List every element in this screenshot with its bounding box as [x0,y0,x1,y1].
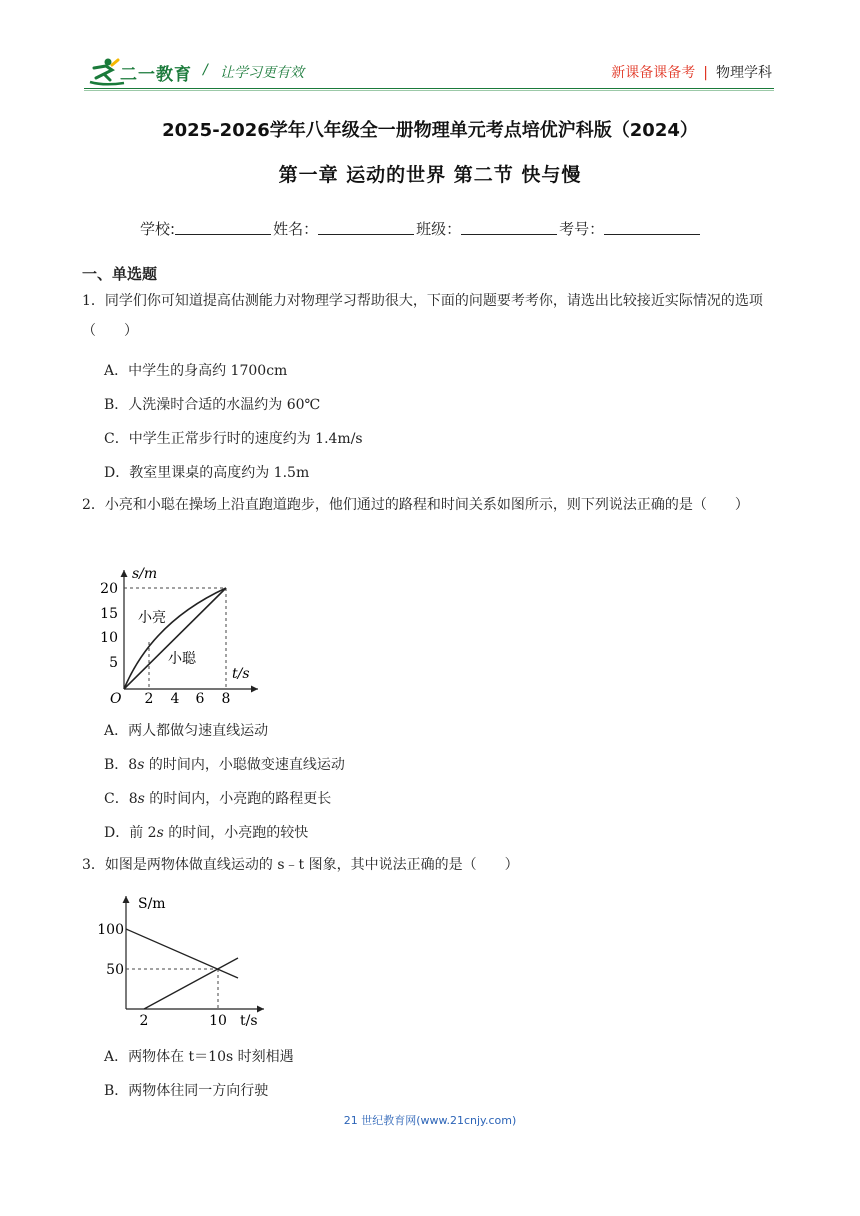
slogan: 让学习更有效 [220,65,304,81]
name-label: 姓名： [273,220,319,238]
header-course-label: 新课备课备考 [611,65,696,81]
question-3 [82,850,782,880]
section-heading: 一、单选题 [82,265,158,283]
header-right [611,62,772,82]
option-text: C．8 [104,791,138,807]
x-axis-label: t/s [232,666,250,682]
x-tick: 2 [144,691,154,707]
q1-option-d[interactable]: D．教室里课桌的高度约为 1.5m [104,465,310,481]
exam-no-field[interactable] [604,218,700,235]
q3-option-a[interactable]: A．两物体在 t＝10s 时刻相遇 [104,1049,294,1065]
object-a-line [126,929,238,978]
q2-option-a[interactable] [104,720,268,740]
header-pipe: | [703,65,708,81]
x-tick: 8 [221,691,231,707]
q2-figure [100,562,270,707]
curve-label: 小亮 [138,610,166,626]
page-header [0,0,860,100]
y-tick: 100 [97,922,124,938]
q2-option-c[interactable] [104,788,331,808]
page-footer[interactable]: 21 世纪教育网(www.21cnjy.com) [343,1114,517,1127]
x-tick: 2 [139,1013,149,1029]
q1-option-a[interactable]: A．中学生的身高约 1700cm [104,363,288,379]
question-text: 小亮和小聪在操场上沿直跑道跑步，他们通过的路程和时间关系如图所示，则下列说法正确的是（ ） [104,497,749,513]
exam-no-label: 考号： [559,220,605,238]
question-number: 2． [82,497,105,513]
option-text: 的时间，小亮跑的较快 [163,825,309,841]
q3-figure [97,892,270,1034]
y-axis-label: s/m [132,566,158,582]
q2-option-b[interactable] [104,754,345,774]
x-tick: 4 [170,691,180,707]
question-text: 如图是两物体做直线运动的 s﹣t 图象，其中说法正确的是（ ） [104,857,519,873]
x-tick: 6 [195,691,205,707]
option-unit: s [137,791,145,807]
question-text: 同学们你可知道提高估测能力对物理学习帮助很大，下面的问题要考考你，请选出比较接近实际情况的选项（ ） [82,293,763,339]
logo-text: 二一教育 [120,65,192,85]
page-title: 2025-2026学年八年级全一册物理单元考点培优沪科版（2024） [162,120,698,141]
line-label: 小聪 [168,651,196,667]
school-field[interactable] [175,218,271,235]
school-label: 学校: [140,220,176,238]
name-field[interactable] [318,218,414,235]
class-label: 班级： [416,220,462,238]
y-tick: 20 [100,581,118,597]
y-axis-label: S/m [138,896,166,912]
header-subject: 物理学科 [716,65,772,81]
question-2 [82,490,782,520]
y-tick: 5 [109,655,118,671]
x-tick: 10 [209,1013,227,1029]
option-text: D．前 2 [104,825,157,841]
option-unit: s [137,757,145,773]
q1-option-b[interactable]: B．人洗澡时合适的水温约为 60℃ [104,397,321,413]
page-subtitle: 第一章 运动的世界 第二节 快与慢 [278,164,582,186]
option-text: A．两人都做匀速直线运动 [104,723,269,739]
q1-option-c[interactable]: C．中学生正常步行时的速度约为 1.4m/s [104,431,363,447]
option-text: 的时间内，小亮跑的路程更长 [144,791,332,807]
xiaocong-line [124,588,226,689]
option-text: 的时间内，小聪做变速直线运动 [144,757,345,773]
question-1 [82,286,782,346]
y-tick: 50 [106,962,124,978]
q2-option-d[interactable] [104,822,308,842]
y-tick: 10 [100,630,118,646]
slogan-separator: / [203,62,208,78]
q3-option-b[interactable]: B．两物体往同一方向行驶 [104,1083,269,1099]
student-info [140,218,702,239]
origin-label: O [110,691,122,707]
question-number: 3． [82,857,105,873]
object-b-line [144,958,238,1009]
y-tick: 15 [100,606,118,622]
class-field[interactable] [461,218,557,235]
option-text: B．8 [104,757,138,773]
x-axis-label: t/s [240,1013,258,1029]
option-unit: s [156,825,164,841]
header-divider-light [84,90,774,91]
header-divider [84,88,774,89]
question-number: 1． [82,293,105,309]
